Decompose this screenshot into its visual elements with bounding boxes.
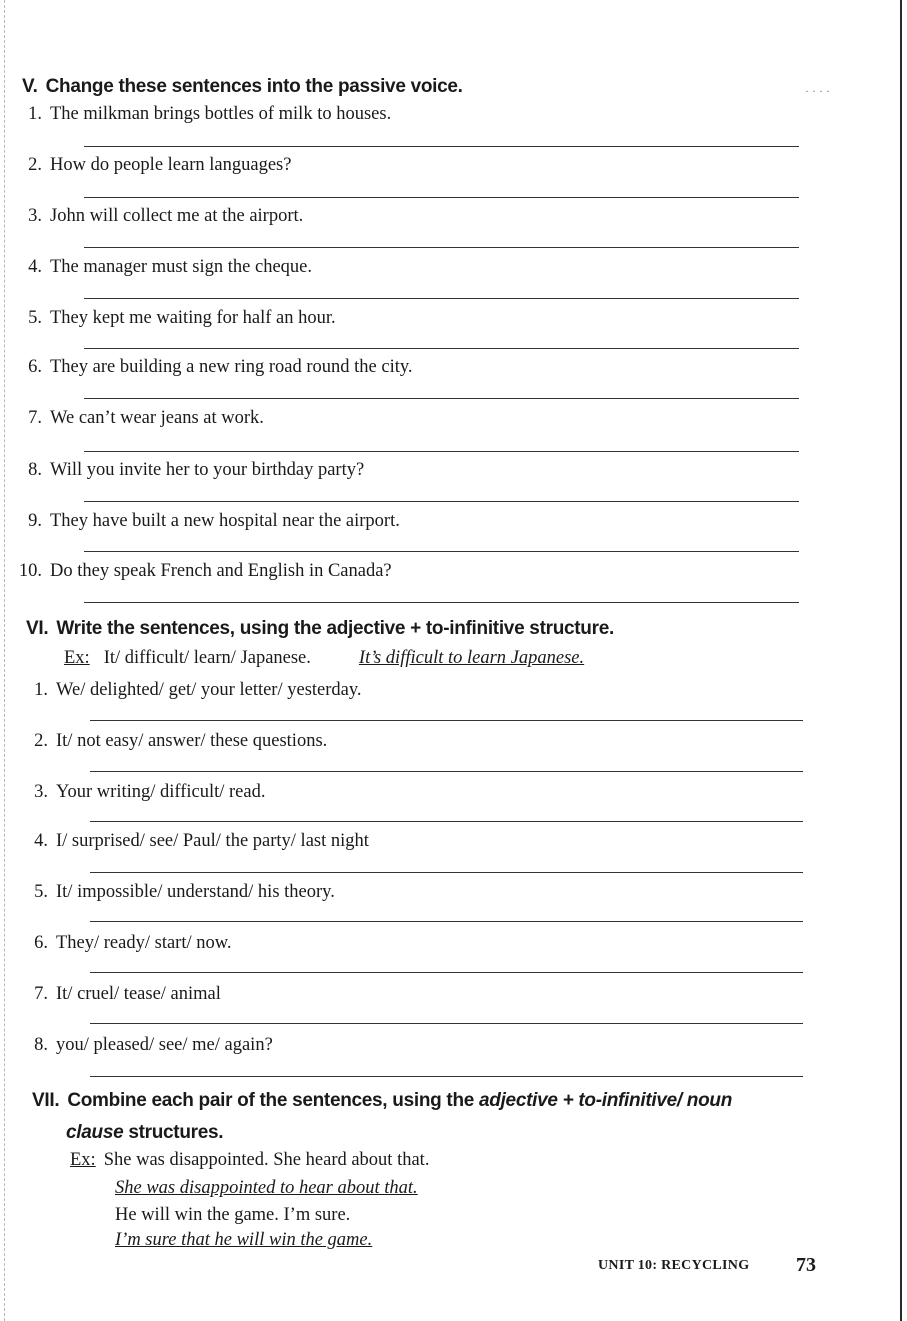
section-vi-item bbox=[16, 882, 335, 903]
answer-line[interactable] bbox=[90, 972, 803, 973]
answer-line[interactable] bbox=[84, 551, 799, 552]
item-number: 1. bbox=[34, 680, 48, 700]
answer-line[interactable] bbox=[84, 602, 799, 603]
section-vii-example-answer bbox=[115, 1230, 372, 1251]
item-number: 6. bbox=[28, 357, 42, 377]
section-v-item bbox=[10, 460, 364, 481]
item-number: 8. bbox=[34, 1035, 48, 1055]
section-vii-example bbox=[115, 1205, 350, 1226]
example-label: Ex: bbox=[64, 648, 90, 668]
section-vii-number: VII. bbox=[32, 1090, 60, 1111]
answer-line[interactable] bbox=[84, 398, 799, 399]
item-text: Your writing/ difficult/ read. bbox=[56, 782, 266, 802]
item-text: you/ pleased/ see/ me/ again? bbox=[56, 1035, 273, 1055]
item-text: The milkman brings bottles of milk to houses. bbox=[50, 104, 392, 124]
section-v-item bbox=[10, 257, 312, 278]
answer-line[interactable] bbox=[84, 197, 799, 198]
item-text: They/ ready/ start/ now. bbox=[56, 933, 232, 953]
example-answer: It’s difficult to learn Japanese. bbox=[358, 648, 585, 668]
section-vi-item bbox=[16, 831, 369, 852]
item-number: 4. bbox=[34, 831, 48, 851]
section-v-heading bbox=[22, 76, 463, 98]
section-vi-item bbox=[16, 680, 362, 701]
answer-line[interactable] bbox=[90, 720, 803, 721]
section-v-item bbox=[10, 511, 400, 532]
item-text: We/ delighted/ get/ your letter/ yesterday. bbox=[56, 680, 362, 700]
item-number: 3. bbox=[34, 782, 48, 802]
section-vi-item bbox=[16, 782, 265, 803]
section-vi-item bbox=[16, 984, 221, 1005]
section-vii-heading bbox=[32, 1090, 732, 1112]
section-v-item bbox=[10, 155, 291, 176]
section-v-item bbox=[10, 408, 264, 429]
section-vi-heading bbox=[26, 618, 614, 640]
section-vii-title-part2: structures. bbox=[128, 1122, 224, 1143]
section-v-item bbox=[10, 357, 413, 378]
section-v-item bbox=[10, 561, 392, 582]
section-vii-example-answer bbox=[115, 1178, 418, 1199]
item-text: We can’t wear jeans at work. bbox=[50, 408, 264, 428]
answer-line[interactable] bbox=[84, 146, 799, 147]
answer-line[interactable] bbox=[84, 348, 799, 349]
item-number: 5. bbox=[28, 308, 42, 328]
item-number: 2. bbox=[34, 731, 48, 751]
item-text: They are building a new ring road round the city. bbox=[50, 357, 413, 377]
answer-line[interactable] bbox=[84, 501, 799, 502]
section-v-title: Change these sentences into the passive voice. bbox=[45, 76, 463, 97]
section-vii-example bbox=[70, 1150, 429, 1171]
section-vii-title-italic1: adjective + to-infinitive/ noun bbox=[479, 1090, 733, 1111]
item-number: 3. bbox=[28, 206, 42, 226]
item-text: The manager must sign the cheque. bbox=[50, 257, 312, 277]
page-left-edge bbox=[4, 0, 6, 1321]
item-number: 4. bbox=[28, 257, 42, 277]
example-prompt: She was disappointed. She heard about that. bbox=[103, 1150, 430, 1170]
item-text: How do people learn languages? bbox=[50, 155, 292, 175]
section-v-number: V. bbox=[22, 76, 38, 97]
section-vii-title-part1: Combine each pair of the sentences, using the bbox=[67, 1090, 475, 1111]
answer-line[interactable] bbox=[90, 921, 803, 922]
item-number: 7. bbox=[28, 408, 42, 428]
item-text: It/ impossible/ understand/ his theory. bbox=[56, 882, 335, 902]
example-answer: I’m sure that he will win the game. bbox=[115, 1230, 373, 1250]
item-number: 10. bbox=[18, 561, 42, 581]
item-number: 2. bbox=[28, 155, 42, 175]
section-v-item bbox=[10, 206, 303, 227]
example-prompt: It/ difficult/ learn/ Japanese. bbox=[103, 648, 311, 668]
item-number: 7. bbox=[34, 984, 48, 1004]
example-answer: She was disappointed to hear about that. bbox=[115, 1178, 418, 1198]
section-v-item bbox=[10, 104, 391, 125]
answer-line[interactable] bbox=[90, 872, 803, 873]
item-number: 8. bbox=[28, 460, 42, 480]
item-text: They have built a new hospital near the airport. bbox=[50, 511, 400, 531]
item-text: John will collect me at the airport. bbox=[50, 206, 304, 226]
item-text: It/ cruel/ tease/ animal bbox=[56, 984, 221, 1004]
item-text: They kept me waiting for half an hour. bbox=[50, 308, 336, 328]
example-label: Ex: bbox=[70, 1150, 96, 1170]
section-vi-item bbox=[16, 1035, 273, 1056]
item-text: It/ not easy/ answer/ these questions. bbox=[56, 731, 328, 751]
item-number: 5. bbox=[34, 882, 48, 902]
answer-line[interactable] bbox=[84, 298, 799, 299]
scan-mark: · · · · bbox=[805, 84, 830, 98]
section-vi-example bbox=[64, 648, 584, 669]
item-number: 6. bbox=[34, 933, 48, 953]
item-number: 1. bbox=[28, 104, 42, 124]
page-right-edge bbox=[900, 0, 902, 1321]
item-number: 9. bbox=[28, 511, 42, 531]
section-vi-item bbox=[16, 731, 327, 752]
answer-line[interactable] bbox=[84, 451, 799, 452]
answer-line[interactable] bbox=[90, 821, 803, 822]
answer-line[interactable] bbox=[84, 247, 799, 248]
item-text: Will you invite her to your birthday party? bbox=[50, 460, 365, 480]
section-vi-item bbox=[16, 933, 232, 954]
example-prompt: He will win the game. I’m sure. bbox=[115, 1205, 351, 1225]
footer-unit-label: UNIT 10: RECYCLING bbox=[598, 1258, 750, 1273]
answer-line[interactable] bbox=[90, 1076, 803, 1077]
answer-line[interactable] bbox=[90, 771, 803, 772]
answer-line[interactable] bbox=[90, 1023, 803, 1024]
item-text: I/ surprised/ see/ Paul/ the party/ last night bbox=[56, 831, 369, 851]
section-vii-heading-line2 bbox=[66, 1122, 223, 1144]
item-text: Do they speak French and English in Canada? bbox=[50, 561, 392, 581]
section-vii-title-italic2: clause bbox=[66, 1122, 124, 1143]
section-v-item bbox=[10, 308, 336, 329]
section-vi-number: VI. bbox=[26, 618, 49, 639]
section-vi-title: Write the sentences, using the adjective + to-infinitive structure. bbox=[56, 618, 614, 639]
page-number: 73 bbox=[796, 1254, 816, 1276]
